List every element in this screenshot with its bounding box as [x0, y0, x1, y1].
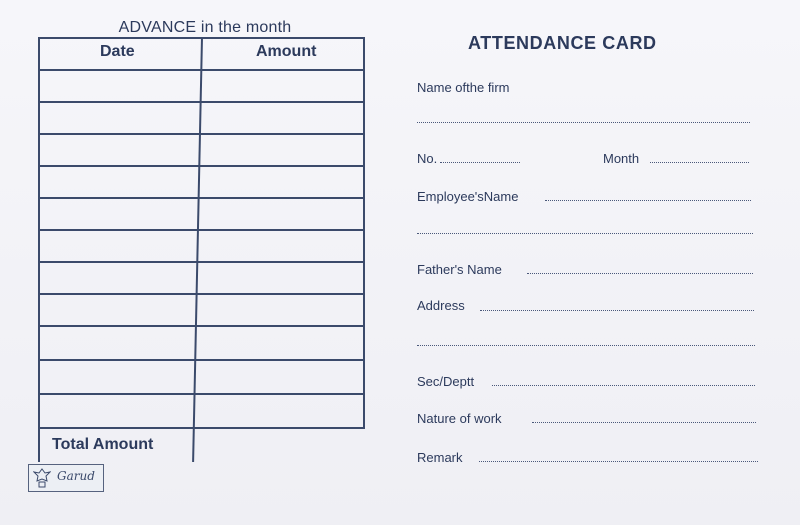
row-divider: [38, 133, 365, 135]
total-row-divider: [38, 427, 365, 429]
no-label: No.: [417, 151, 438, 166]
row-divider: [38, 393, 365, 395]
row-divider: [38, 293, 365, 295]
row-divider: [38, 229, 365, 231]
address-label: Address: [417, 298, 465, 313]
table-right-border: [363, 37, 365, 429]
brand-logo: [28, 464, 104, 492]
advance-title: ADVANCE in the month: [118, 19, 292, 36]
nature-of-work-label: Nature of work: [417, 411, 502, 426]
month-line: [650, 162, 749, 163]
employee-name-line-2: [417, 233, 753, 234]
employee-name-label: Employee'sName: [417, 189, 519, 204]
father-name-label: Father's Name: [417, 262, 502, 277]
section-department-label: Sec/Deptt: [417, 374, 475, 389]
table-left-border: [38, 37, 40, 462]
no-line: [440, 162, 520, 163]
father-name-line: [527, 273, 753, 274]
eagle-emblem-icon: [33, 467, 51, 489]
firm-name-label: Name ofthe firm: [417, 80, 510, 95]
employee-name-line: [545, 200, 751, 201]
brand-name: Garud: [57, 469, 95, 483]
firm-name-line: [417, 122, 750, 123]
remark-line: [479, 461, 758, 462]
amount-column-header: Amount: [256, 43, 317, 60]
row-divider: [38, 165, 365, 167]
advance-table: [38, 37, 365, 462]
nature-of-work-line: [532, 422, 756, 423]
row-divider: [38, 325, 365, 327]
month-label: Month: [603, 151, 640, 166]
total-amount-label: Total Amount: [52, 436, 154, 453]
date-column-header: Date: [100, 43, 135, 60]
address-line: [480, 310, 754, 311]
attendance-card-title: ATTENDANCE CARD: [468, 33, 657, 53]
address-line-2: [417, 345, 755, 346]
section-department-line: [492, 385, 755, 386]
row-divider: [38, 359, 365, 361]
remark-label: Remark: [417, 450, 463, 465]
row-divider: [38, 197, 365, 199]
row-divider: [38, 101, 365, 103]
row-divider: [38, 261, 365, 263]
